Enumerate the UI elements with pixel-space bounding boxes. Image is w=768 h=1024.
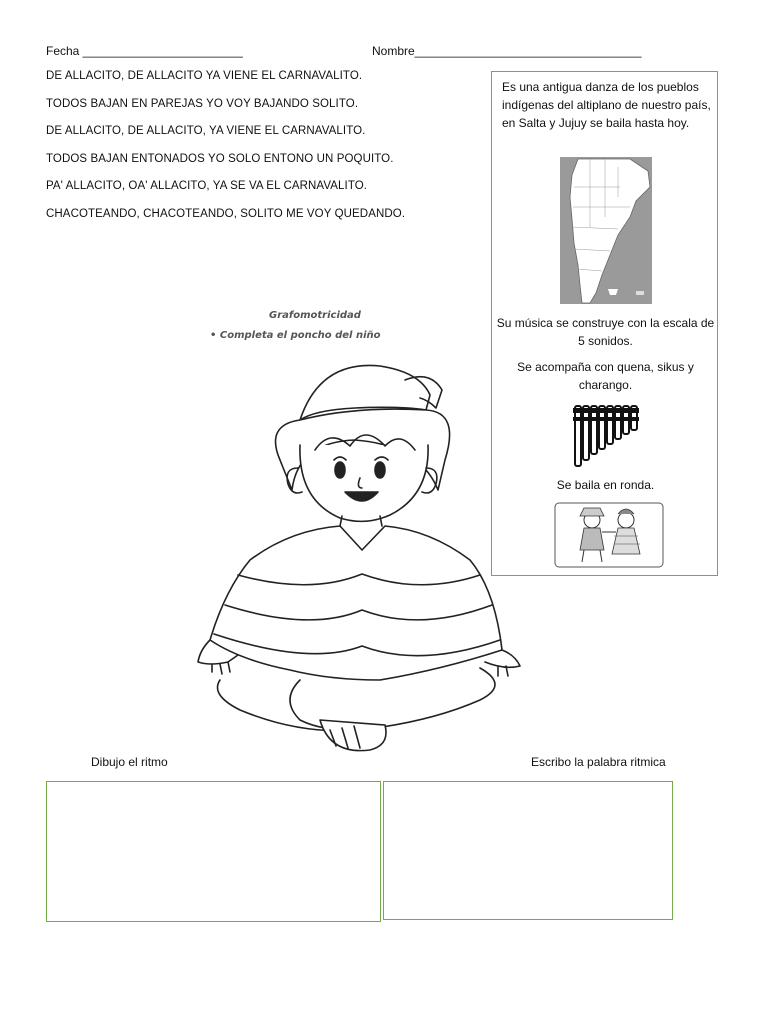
lyric-line: TODOS BAJAN EN PAREJAS YO VOY BAJANDO SOLITO. xyxy=(46,98,359,110)
name-field-label: Nombre__________________________________ xyxy=(372,44,642,58)
info-intro-text: Es una antigua danza de los pueblos indígenas del altiplano de nuestro país, en Salta y Jujuy se baila hasta hoy. xyxy=(502,80,711,130)
lyric-line: DE ALLACITO, DE ALLACITO, YA VIENE EL CARNAVALITO. xyxy=(46,125,366,137)
music-scale-text: Su música se construye con la escala de 5 sonidos. xyxy=(496,316,715,348)
illustration-instruction: • Completa el poncho del niño xyxy=(210,330,381,341)
lyric-line: TODOS BAJAN ENTONADOS YO SOLO ENTONO UN POQUITO. xyxy=(46,153,394,165)
illustration-title: Grafomotricidad xyxy=(269,310,361,321)
rhythmic-word-label: Escribo la palabra ritmica xyxy=(531,755,666,769)
lyric-line: DE ALLACITO, DE ALLACITO YA VIENE EL CARNAVALITO. xyxy=(46,70,363,82)
lyric-line: CHACOTEANDO, CHACOTEANDO, SOLITO ME VOY QUEDANDO. xyxy=(46,208,406,220)
date-field-label: Fecha ________________________ xyxy=(46,44,243,58)
boy-drawing xyxy=(180,350,530,770)
rhythmic-word-box[interactable] xyxy=(383,781,673,920)
lyric-line: PA' ALLACITO, OA' ALLACITO, YA SE VA EL CARNAVALITO. xyxy=(46,180,368,192)
rhythm-drawing-label: Dibujo el ritmo xyxy=(91,755,168,769)
panpipe-icon xyxy=(572,402,640,468)
instruments-text: Se acompaña con quena, sikus y charango. xyxy=(517,360,694,392)
rhythm-drawing-box[interactable] xyxy=(46,781,381,922)
dancers-image xyxy=(554,502,664,568)
dance-text: Se baila en ronda. xyxy=(556,478,655,492)
argentina-map-image xyxy=(560,157,652,304)
